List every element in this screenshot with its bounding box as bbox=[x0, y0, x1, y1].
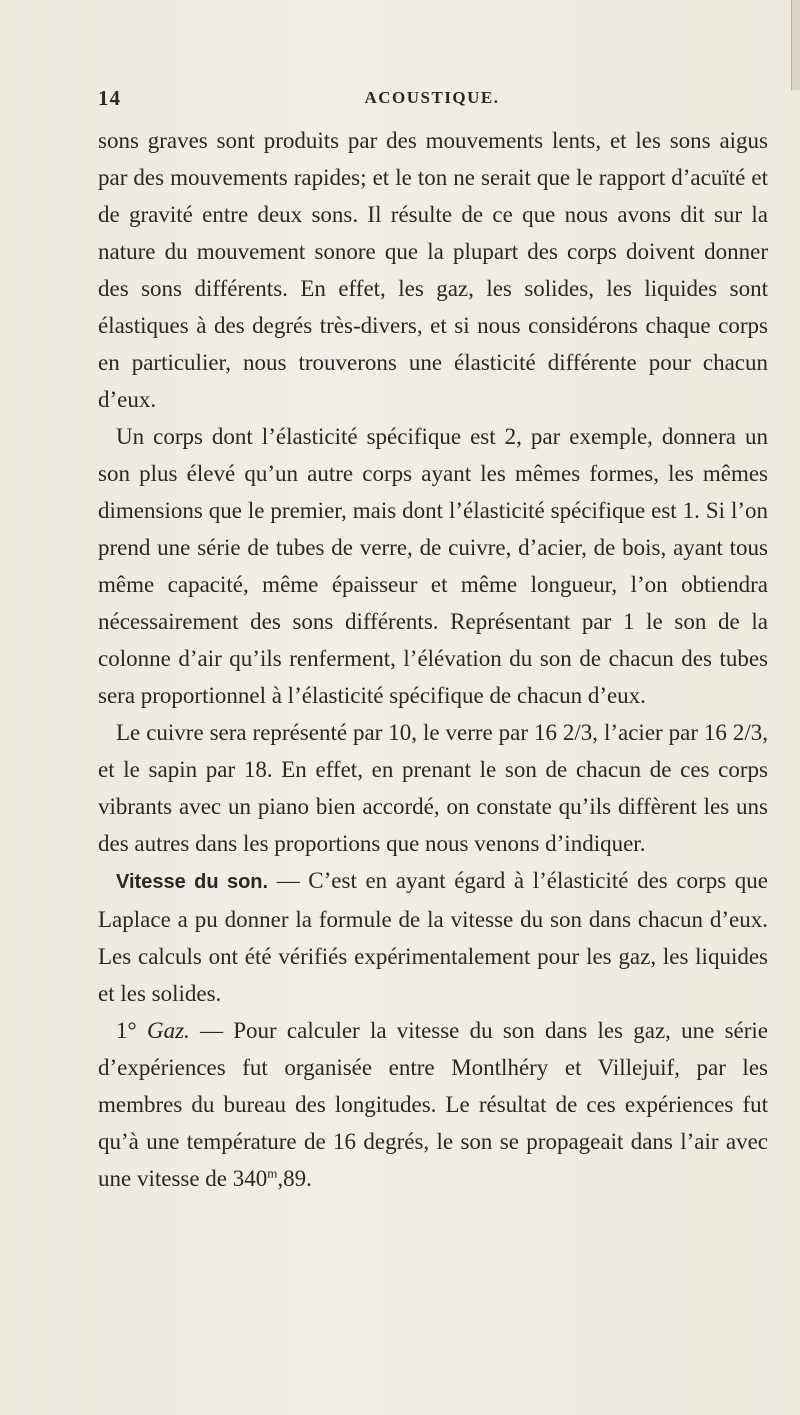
running-title: ACOUSTIQUE. bbox=[364, 88, 500, 107]
item-label-gaz: Gaz. bbox=[146, 1018, 190, 1043]
paragraph-vitesse bbox=[98, 862, 768, 1012]
section-title-vitesse: Vitesse du son. bbox=[116, 871, 269, 893]
page-number: 14 bbox=[98, 86, 121, 110]
paragraph-3: Le cuivre sera représenté par 10, le verre par 16 2/3, l’acier par 16 2/3, et le sapin par 18. En effet, en prenant le son de chacun de ces corps vibrants avec un piano bien accordé, on constate qu’ils diffèrent les uns des autres dans les proportions que nous venons d’indiquer. bbox=[98, 720, 768, 856]
running-head bbox=[98, 86, 766, 112]
paragraph-2: Un corps dont l’élasticité spécifique est 2, par exemple, donnera un son plus élevé qu’un autre corps ayant les mêmes formes, les mêmes dimensions que le premier, mais dont l’élasticité spécifique est 1. Si l’on prend une série de tubes de verre, de cuivre, d’acier, de bois, ayant tous même capacité, même épaisseur et même longueur, l’on obtiendra nécessairement des sons différents. Représentant par 1 le son de la colonne d’air qu’ils renferment, l’élévation du son de chacun des tubes sera proportionnel à l’élasticité spécifique de chacun d’eux. bbox=[98, 424, 768, 708]
item-number: 1° bbox=[116, 1018, 137, 1043]
paragraph-vitesse-text: — C’est en ayant égard à l’élasticité des corps que Laplace a pu donner la formule de la vitesse du son dans chacun d’eux. Les calculs ont été vérifiés expérimentalement pour les gaz, les liquides et les solides. bbox=[98, 868, 768, 1006]
paragraph-gaz-text: — Pour calculer la vitesse du son dans les gaz, une série d’expériences fut organisée entre Montlhéry et Villejuif, par les membres du bureau des longitudes. Le résultat de ces expériences fut qu’à une température de 16 degrés, le son se propageait dans l’air avec une vitesse de 340 bbox=[98, 1018, 769, 1191]
page-edge bbox=[791, 0, 800, 90]
paragraph-gaz-end: ,89. bbox=[277, 1166, 312, 1191]
paragraph-1: sons graves sont produits par des mouvements lents, et les sons aigus par des mouvements rapides; et le ton ne serait que le rapport d’acuïté et de gravité entre deux sons. Il résulte de ce que nous avons dit sur la nature du mouvement sonore que la plupart des corps doivent donner des sons différents. En effet, les gaz, les solides, les liquides sont élastiques à des degrés très-divers, et si nous considérons chaque corps en particulier, nous trouverons une élasticité différente pour chacun d’eux. bbox=[98, 128, 768, 412]
paragraph-gaz bbox=[98, 1012, 768, 1197]
body-text bbox=[98, 122, 768, 1197]
unit-superscript: m bbox=[267, 1165, 278, 1181]
